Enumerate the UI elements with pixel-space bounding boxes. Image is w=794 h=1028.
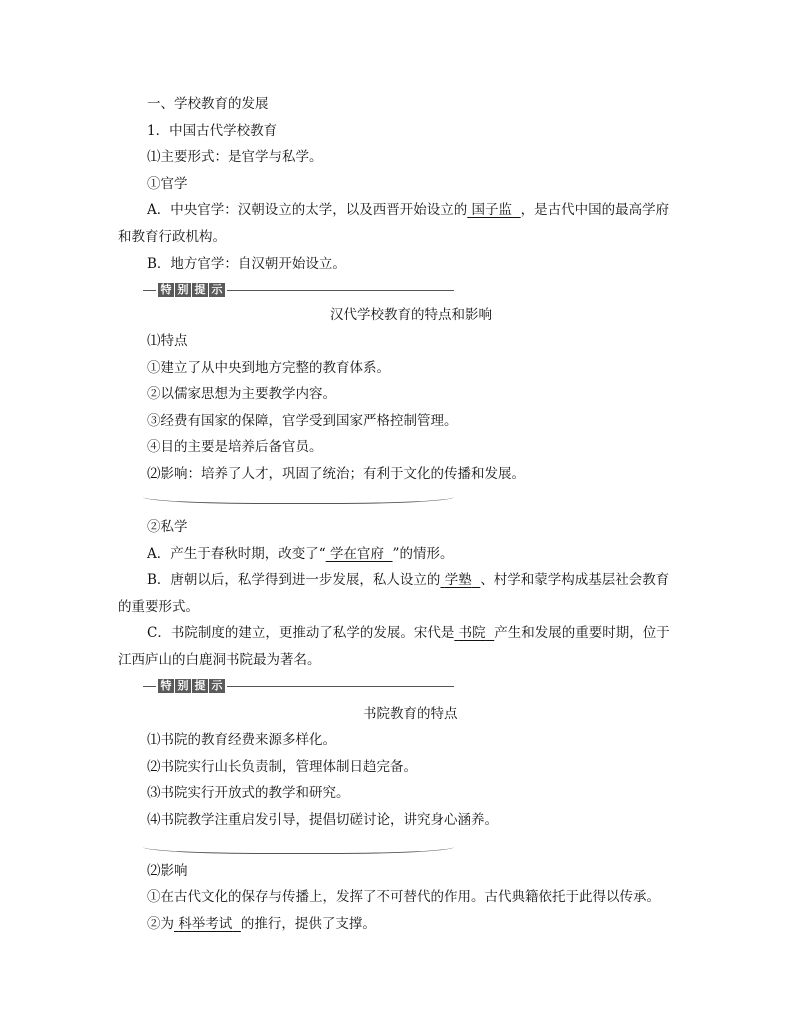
paragraph: B．地方官学：自汉朝开始设立。: [147, 256, 346, 272]
text: A．中央官学：汉朝设立的太学，以及西晋开始设立的: [147, 202, 468, 218]
text: ，是古代中国的最高学府: [520, 202, 670, 218]
fill-blank-answer: 书院: [458, 625, 486, 641]
fill-blank-answer: 科举考试: [178, 916, 233, 932]
paragraph: ①在古代文化的保存与传播上，发挥了不可替代的作用。古代典籍依托于此得以传承。: [147, 889, 660, 905]
tip-title: 汉代学校教育的特点和影响: [330, 307, 492, 323]
tip-title: 书院教育的特点: [363, 706, 458, 722]
tip-header: [143, 679, 454, 693]
fill-blank-answer: 学在官府: [329, 546, 384, 562]
list-item: ④目的主要是培养后备官员。: [147, 439, 323, 455]
section-title: 一、学校教育的发展: [147, 96, 269, 112]
paragraph: ②私学: [147, 519, 188, 535]
paragraph: ⑴特点: [147, 333, 188, 349]
paragraph: ①官学: [147, 176, 188, 192]
list-item: ⑴书院的教育经费来源多样化。: [147, 732, 336, 748]
list-item: ⑶书院实行开放式的教学和研究。: [147, 785, 350, 801]
tip-label: 特 别 提 示: [156, 283, 227, 297]
paragraph: [147, 201, 669, 219]
paragraph: ⑵影响: [147, 863, 188, 879]
list-item: ③经费有国家的保障，官学受到国家严格控制管理。: [147, 413, 458, 429]
paragraph: A．产生于春秋时期，改变了“ 学在官府 ”的情形。: [147, 546, 454, 562]
list-item: ①建立了从中央到地方完整的教育体系。: [147, 360, 390, 376]
tip-label: 特 别 提 示: [156, 679, 227, 693]
subsection-title: 1．中国古代学校教育: [147, 123, 278, 139]
tip-header: [143, 283, 454, 297]
list-item: ②以儒家思想为主要教学内容。: [147, 386, 336, 402]
tip-footer-line: [143, 847, 454, 854]
paragraph-continuation: 和教育行政机构。: [118, 229, 226, 245]
paragraph: B．唐朝以后，私学得到进一步发展，私人设立的 学塾 、村学和蒙学构成基层社会教育: [147, 572, 670, 588]
paragraph-continuation: 江西庐山的白鹿洞书院最为著名。: [118, 652, 321, 668]
tip-footer-line: [143, 497, 454, 504]
list-item: ⑵书院实行山长负责制，管理体制日趋完备。: [147, 759, 417, 775]
list-item: ⑷书院教学注重启发引导，提倡切磋讨论，讲究身心涵养。: [147, 812, 498, 828]
paragraph: C．书院制度的建立，更推动了私学的发展。宋代是 书院 产生和发展的重要时期，位于: [147, 625, 670, 641]
paragraph: ⑴主要形式：是官学与私学。: [147, 149, 323, 165]
paragraph-continuation: 的重要形式。: [118, 599, 199, 615]
fill-blank-answer: 国子监: [471, 202, 513, 218]
paragraph: ⑵影响：培养了人才，巩固了统治；有利于文化的传播和发展。: [147, 466, 525, 482]
paragraph: ②为 科举考试 的推行，提供了支撑。: [147, 916, 376, 932]
fill-blank-answer: 学塾: [444, 572, 472, 588]
